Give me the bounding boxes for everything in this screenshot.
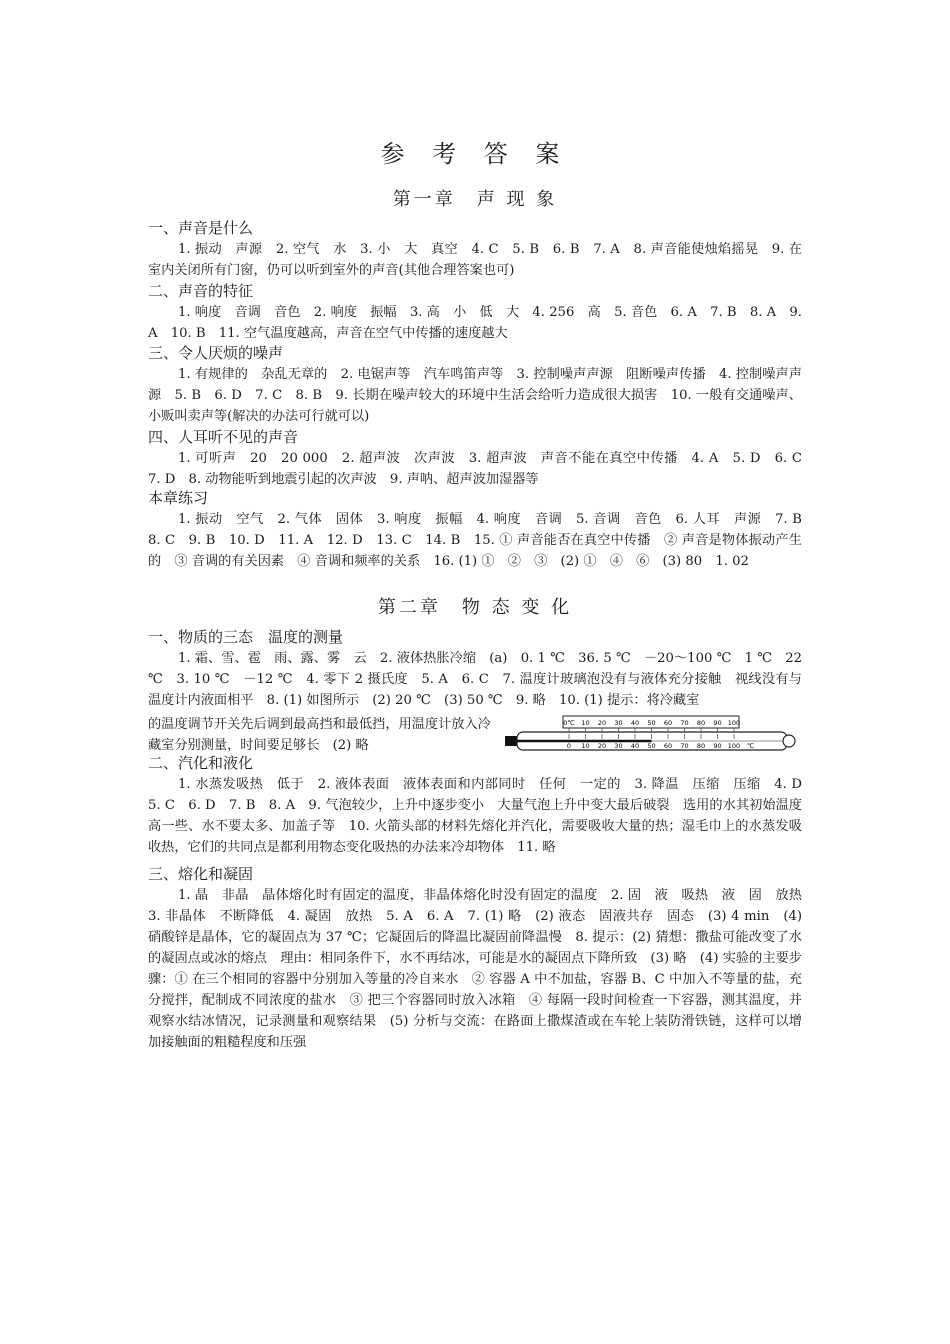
thermometer-icon <box>501 714 803 756</box>
ch2-section-2 <box>148 753 816 858</box>
section-heading: 本章练习 <box>148 489 209 507</box>
section-heading: 一、物质的三态 温度的测量 <box>148 628 344 646</box>
upper-tick-label: 90 <box>713 719 722 727</box>
section-answers: 1. 可听声 20 20 000 2. 超声波 次声波 3. 超声波 声音不能在真空中传播 4. A 5. D 6. C 7. D 8. 动物能听到地震引起的次声波 9. 声呐、超声波加湿器等 <box>148 451 816 487</box>
lower-tick-label: 20 <box>597 742 607 750</box>
section-heading: 四、人耳听不见的声音 <box>148 428 299 446</box>
upper-tick-label: 30 <box>614 719 623 727</box>
section-answers: 1. 晶 非晶 晶体熔化时有固定的温度，非晶体熔化时没有固定的温度 2. 固 液 吸热 液 固 放热 3. 非晶体 不断降低 4. 凝固 放热 5. A 6. A 7. (1) 略 (2) 液态 固液共存 固态 (3) 4 min (4) 硝酸锌是晶体，它的凝固点为 37 ℃；它凝固后的降温比凝固前降温慢 8. 提示：(2) 猜想：撒盐可能改变了水的凝固点或冰的熔点 理由：相同条件下，水不再结冰，可能是水的凝固点下降所致 (3) 略 (4) 实验的主要步骤：① 在三个相同的容器中分别加入等量的冷自来水 ② 容器 A 中不加盐，容器 B、C 中加入不等量的盐，充分搅拌，配制成不同浓度的盐水 ③ 把三个容器同时放入冰箱 ④ 每隔一段时间检查一下容器，测其温度，并观察水结冰情况，记录测量和观察结果 (5) 分析与交流：在路面上撒煤渣或在车轮上装防滑铁链，这样可以增加接触面的粗糙程度和压强 <box>148 888 816 1050</box>
chapter-title: 第二章 物 态 变 化 <box>377 597 573 618</box>
section-answers: 1. 水蒸发吸热 低于 2. 液体表面 液体表面和内部同时 任何 一定的 3. 降温 压缩 压缩 4. D 5. C 6. D 7. B 8. A 9. 气泡较少，上升中逐步变小 大量气泡上升中变大最后破裂 选用的水其初始温度高一些、水不要太多、加盖子等 10. 火箭头部的材料先熔化并汽化，需要吸收大量的热；湿毛巾上的水蒸发吸收热，它们的共同点是都利用物态变化吸热的办法来冷却物体 11. 略 <box>148 777 816 855</box>
upper-tick-label: 50 <box>647 719 656 727</box>
chapter-1 <box>148 186 802 214</box>
lower-tick-label: 90 <box>713 742 722 750</box>
upper-tick-label: 60 <box>663 719 673 727</box>
section-answers: 1. 振动 声源 2. 空气 水 3. 小 大 真空 4. C 5. B 6. B 7. A 8. 声音能使烛焰摇晃 9. 在室内关闭所有门窗，仍可以听到室外的声音(其他合理答案也可) <box>148 242 802 278</box>
ch1-section-3 <box>148 343 802 427</box>
thermometer-end-cap <box>783 735 795 747</box>
section-heading: 二、汽化和液化 <box>148 754 254 772</box>
lower-tick-label: 100 <box>727 742 741 750</box>
section-answers: 1. 响度 音调 音色 2. 响度 振幅 3. 高 小 低 大 4. 256 高 5. 音色 6. A 7. B 8. A 9. A 10. B 11. 空气温度越高，声音在空气中传播的速度越大 <box>148 305 802 341</box>
thermometer-bulb <box>505 736 517 746</box>
upper-tick-label: 0℃ <box>563 719 575 727</box>
ch1-section-5 <box>148 488 816 572</box>
upper-tick-label: 20 <box>597 719 607 727</box>
lower-tick-label: 60 <box>663 742 673 750</box>
section-answers: 1. 振动 空气 2. 气体 固体 3. 响度 振幅 4. 响度 音调 5. 音调 音色 6. 人耳 声源 7. B 8. C 9. B 10. D 11. A 12. D 13. C 14. B 15. ① 声音能否在真空中传播 ② 声音是物体振动产生的 ③ 音调的有关因素 ④ 音调和频率的关系 16. (1) ① ② ③ (2) ① ④ ⑥ (3) 80 1. 02 <box>148 512 816 569</box>
section-heading: 三、熔化和凝固 <box>148 865 254 883</box>
lower-tick-label: 50 <box>647 742 656 750</box>
lower-tick-label: 80 <box>696 742 706 750</box>
section-heading: 二、声音的特征 <box>148 282 254 300</box>
section-answers-continued: 的温度调节开关先后调到最高挡和最低挡，用温度计放入冷藏室分别测量，时间要足够长 (2) 略 <box>148 717 491 753</box>
upper-tick-label: 10 <box>581 719 590 727</box>
lower-tick-label: 40 <box>630 742 640 750</box>
chapter-title: 第一章 声 现 象 <box>392 189 558 210</box>
upper-tick-label: 70 <box>680 719 689 727</box>
page-title: 参 考 答 案 <box>380 140 570 168</box>
lower-tick-label: ℃ <box>746 742 755 750</box>
ch1-section-1 <box>148 218 802 281</box>
thermometer-figure <box>501 714 803 756</box>
ch1-section-4 <box>148 427 816 490</box>
lower-tick-label: 10 <box>581 742 590 750</box>
ch1-section-2 <box>148 281 802 344</box>
upper-tick-label: 100 <box>727 719 741 727</box>
section-answers: 1. 有规律的 杂乱无章的 2. 电锯声等 汽车鸣笛声等 3. 控制噪声声源 阻断噪声传播 4. 控制噪声声源 5. B 6. D 7. C 8. B 9. 长期在噪声较大的环境中生活会给听力造成很大损害 10. 一般有交通噪声、小贩叫卖声等(解决的办法可行就可以) <box>148 367 802 424</box>
lower-tick-label: 30 <box>614 742 623 750</box>
section-heading: 三、令人厌烦的噪声 <box>148 344 284 362</box>
lower-tick-label: 0 <box>566 742 572 750</box>
upper-tick-label: 80 <box>696 719 706 727</box>
ch2-section-3 <box>148 864 816 1053</box>
ch2-section-1 <box>148 627 802 711</box>
lower-tick-label: 70 <box>680 742 689 750</box>
upper-tick-label: 40 <box>630 719 640 727</box>
chapter-2 <box>148 594 802 622</box>
section-heading: 一、声音是什么 <box>148 219 254 237</box>
section-answers: 1. 霜、雪、雹 雨、露、雾 云 2. 液体热胀冷缩 (a) 0. 1 ℃ 36. 5 ℃ －20～100 ℃ 1 ℃ 22 ℃ 3. 10 ℃ －12 ℃ 4. 零下 2 摄氏度 5. A 6. C 7. 温度计玻璃泡没有与液体充分接触 视线没有与温度计内液面相平 8. (1) 如图所示 (2) 20 ℃ (3) 50 ℃ 9. 略 10. (1) 提示：将冷藏室 <box>148 651 802 708</box>
